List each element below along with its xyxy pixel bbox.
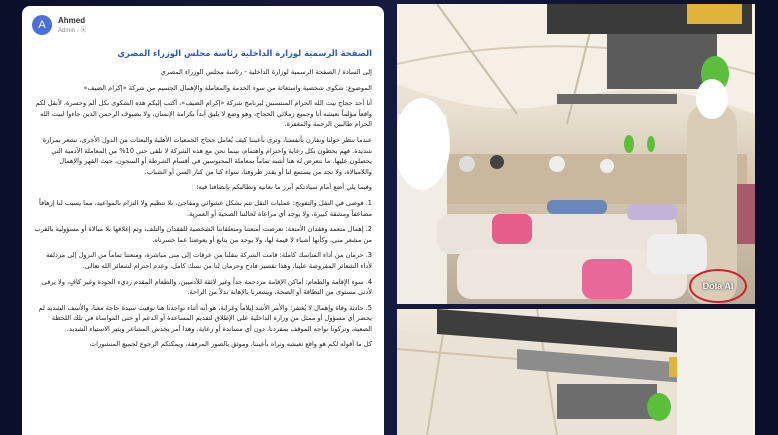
post-line: الموضوع: شكوى شخصية واستغاثة من سوء الخدمة والمعاملة والإهمال الجسيم من شركة «إكرام الضيف»	[83, 83, 372, 92]
tent-photo-top[interactable]	[397, 4, 755, 304]
tent-ceiling-illustration	[397, 309, 755, 435]
dola-ai-watermark: Dola AI	[689, 269, 747, 303]
post-body	[34, 48, 372, 435]
post-line: أنا أحد حجاج بيت الله الحرام المنتسبين لبرنامج شركة «إكرام الضيف»، أكتب إليكم هذه الشكوى بكل ألم وحسرة، لأنقل لكم واقعاً مؤلماً نعيشه أنا وجميع زملائي الحجاج، وهو وضع لا يليق أبداً بكرامة الإنسان، ولا بضيوف الرحمن الذين جاءوا لبيت الله الحرام طالبين الرحمة والمغفرة.	[35, 99, 372, 129]
post-line: وفيما يلي أضع أمام سيادتكم أبرز ما نعانيه ونطالبكم بإنصافنا فيه:	[196, 183, 372, 192]
post-line: 2. إهمال متعمد وفقدان الأمتعة: تعرضت أمتعتنا ومتعلقاتنا الشخصية للفقدان والتلف، وتم إغلاقها بلا مبالاة أو مسؤولية بالقرب من مشعر منى، وكأنها أشياء لا قيمة لها، ولا يوجد من يتابع أو يعوضنا عما خسرناه.	[34, 225, 372, 244]
tent-scene-illustration	[397, 4, 755, 304]
post-author[interactable]: Ahmed	[58, 16, 86, 25]
tent-photo-bottom[interactable]	[397, 309, 755, 435]
post-line: 4. سوء الإقامة والطعام: أماكن الإقامة مزدحمة جداً وغير لائقة للآدميين، والطعام المقدم رديء الجودة وغير كافٍ، ولا يرقى لأدنى مستوى من النظافة أو الصحة، ويشعرنا بالإهانة بدلاً من الراحة.	[41, 277, 372, 297]
post-meta: Admin · ⦿	[58, 28, 87, 34]
avatar[interactable]: A	[32, 15, 52, 35]
post-line: 5. حادثة وفاة وإهمال لا يُغتفر: والأمر الأشد إيلاماً وغرابة، هو أنه أثناء تواجدنا هنا توفيت سيدة حاجة معنا، والأسف الشديد لم يحضر أي مسؤول أو ممثل من وزارة الداخلية على الإطلاق لتقديم المساعدة أو الدعم أو حتى المواساة في تلك اللحظة الصعبة، وتركونا نواجه الموقف بمفردنا، دون أي مساندة أو رعاية، وهذا أمر يخدش المشاعر ويثير الاستياء الشديد.	[38, 303, 372, 333]
post-title[interactable]: الصفحة الرسمية لوزارة الداخلية رئاسة مجلس الوزراء المصري	[117, 48, 372, 58]
facebook-post-card	[22, 6, 384, 435]
post-line: 3. حرمان من أداء المناسك كاملة: قامت الشركة بنقلنا من عرفات إلى منى مباشرة، ومنعتنا تماماً من النزول إلى مزدلفة لأداء الشعائر المفروضة علينا، وهذا تقصير فادح وحرمان لنا من نسك كامل، وعدم احترام لشعائر الله تعالى.	[46, 251, 372, 270]
post-line: عندما ننظر حولنا ونقارن بأنفسنا، ونرى بأعيننا كيف يُعامل حجاج الجمعيات الأهلية والبعثات من الدول الأخرى، نشعر بمرارة شديدة. فهم يحظون بكل رعاية واحترام واهتمام، بينما نحن مع هذه الشركة لا نلقى حتى 10% من المعاملة الآدمية التي يحصلون عليها. ما نتعرض له هنا أشبه تماماً بمعاملة المحبوسين في أقسام الشرطة أو السجون، حيث القهر والإهمال واللامبالاة، ولا نجد من يستمع لنا أو يقدر ظروفنا، سواء كنا من كبار السن أو الشباب.	[42, 135, 372, 176]
post-line: إلى السادة / الصفحة الرسمية لوزارة الداخلية - رئاسة مجلس الوزراء المصري	[160, 68, 372, 76]
post-header	[32, 15, 86, 35]
post-line: كل ما أقوله لكم هو واقع نعيشه ونراه بأعيننا، وموثق بالصور المرفقة، ويمكنكم الرجوع لجميع المنشورات	[89, 340, 372, 349]
post-line: 1. فوضى في النقل والتفويج: عمليات النقل تتم بشكل عشوائي ومفاجئ، بلا تنظيم ولا التزام بالمواعيد، مما يسبب لنا إرهاقاً مضاعفاً ومشقة كبيرة، ولا يوجد أي مراعاة لحالتنا الصحية أو العمرية.	[39, 198, 372, 218]
